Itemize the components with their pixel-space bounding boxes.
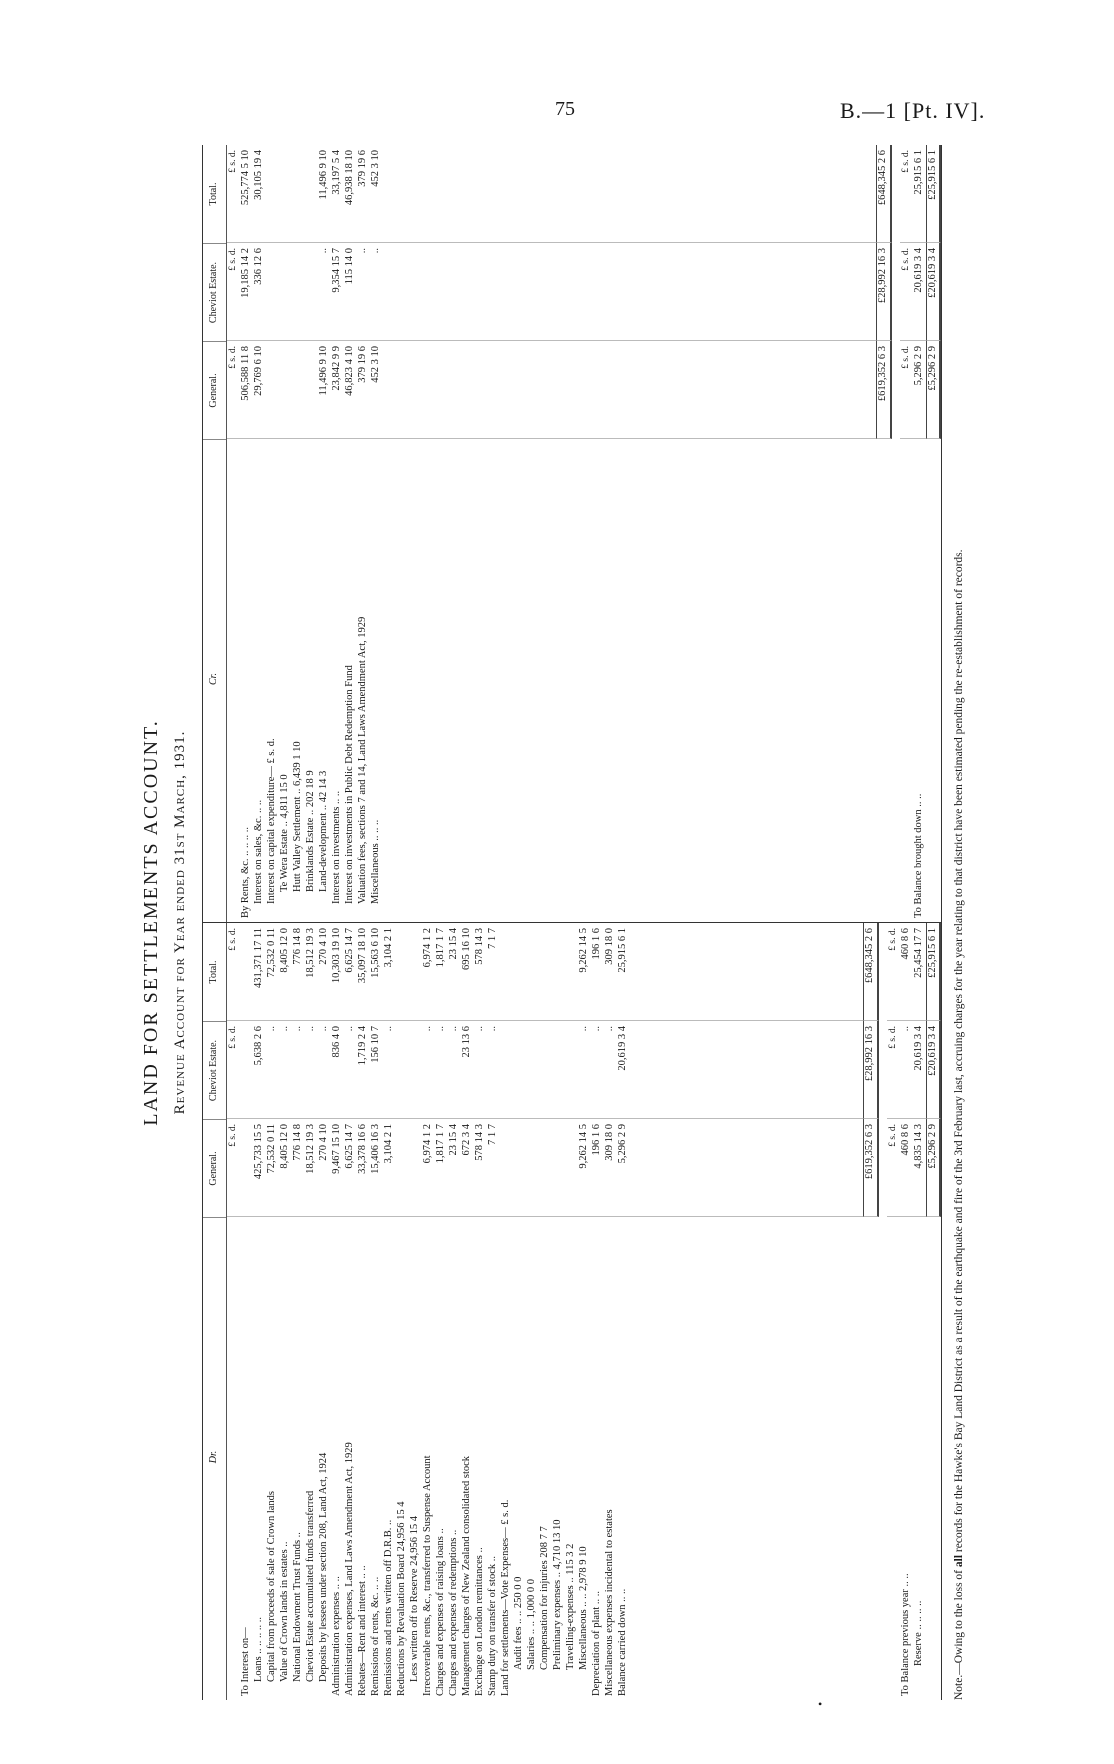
- general-amount: 46,823 4 10: [344, 341, 357, 439]
- general-amount: [565, 1119, 578, 1217]
- total-amount: 30,105 19 4: [253, 145, 266, 243]
- cheviot-amount: ..: [383, 1021, 396, 1119]
- general-amount: 452 3 10: [370, 341, 383, 439]
- cheviot-amount: ..: [357, 243, 370, 341]
- general-amount: 9,262 14 5: [578, 1119, 591, 1217]
- total-amount: 23 15 4: [448, 923, 461, 1021]
- general-amount: 5,296 2 9: [617, 1119, 630, 1217]
- ledger-row: [913, 145, 926, 922]
- row-description: [227, 1217, 240, 1700]
- general-amount: £619,352 6 3: [876, 341, 892, 439]
- cheviot-amount: ..: [448, 1021, 461, 1119]
- cheviot-amount: 9,354 15 7: [331, 243, 344, 341]
- general-amount: [552, 1119, 565, 1217]
- general-amount: 15,406 16 3: [370, 1119, 383, 1217]
- ledger-row: [552, 923, 565, 1700]
- total-amount: 1,817 1 7: [435, 923, 448, 1021]
- page-reference: B.—1 [Pt. IV].: [840, 98, 986, 123]
- ledger-row: [422, 923, 435, 1700]
- total-amount: 46,938 18 10: [344, 145, 357, 243]
- row-description: Administration expenses, Land Laws Amendment Act, 1929: [344, 1442, 355, 1696]
- row-description: Interest on investments .. ..: [331, 790, 342, 904]
- total-amount: 25,915 6 1: [617, 923, 630, 1021]
- ledger-row: [900, 145, 913, 922]
- print-mark: •: [818, 1697, 823, 1711]
- cheviot-amount: 19,185 14 2: [240, 243, 253, 341]
- row-description: [863, 1217, 879, 1700]
- credit-heading: Cr.: [203, 439, 226, 922]
- row-description: [926, 439, 942, 922]
- ledger-row: [448, 923, 461, 1700]
- total-amount: 3,104 2 1: [383, 923, 396, 1021]
- total-amount: [513, 923, 526, 1021]
- column-spacer: [630, 923, 863, 1700]
- general-amount: £ s. d.: [227, 1119, 240, 1217]
- row-description: Reserve .. .. .. ..: [912, 1600, 924, 1666]
- cheviot-amount: £28,992 16 3: [863, 1021, 879, 1119]
- total-amount: 431,371 17 11: [253, 923, 266, 1021]
- ledger-row: [409, 923, 422, 1700]
- total-amount: 25,915 6 1: [913, 145, 926, 243]
- cheviot-amount: [240, 1021, 253, 1119]
- cheviot-amount: ..: [344, 1021, 357, 1119]
- row-description: Reductions by Revaluation Board 24,956 15 4: [396, 1501, 407, 1696]
- row-gap: [879, 923, 887, 1700]
- revenue-account-ledger: [202, 145, 942, 1700]
- ledger-row: [513, 923, 526, 1700]
- row-description: Capital from proceeds of sale of Crown lands: [266, 1491, 277, 1682]
- row-description: Land-development .. 42 14 3: [318, 770, 329, 892]
- row-description: Charges and expenses of raising loans ..: [435, 1528, 446, 1696]
- row-description: Charges and expenses of redemptions ..: [448, 1529, 459, 1696]
- cheviot-amount: £ s. d.: [900, 243, 913, 341]
- row-description: [900, 439, 913, 922]
- document-subtitle: Revenue Account for Year ended 31st March, 1931.: [172, 730, 188, 1115]
- ledger-row: [461, 923, 474, 1700]
- total-amount: 11,496 9 10: [318, 145, 331, 243]
- row-description: Stamp duty on transfer of stock ..: [487, 1556, 498, 1696]
- ledger-row: [305, 923, 318, 1700]
- general-amount: £ s. d.: [887, 1119, 900, 1217]
- cheviot-amount: ..: [318, 1021, 331, 1119]
- total-amount: 10,303 19 10: [331, 923, 344, 1021]
- cheviot-amount: [305, 243, 318, 341]
- ledger-row: [253, 923, 266, 1700]
- general-amount: [240, 1119, 253, 1217]
- general-amount: [305, 341, 318, 439]
- ledger-row: [331, 923, 344, 1700]
- general-amount: 6,974 1 2: [422, 1119, 435, 1217]
- ledger-row: [279, 923, 292, 1700]
- total-amount: 6,625 14 7: [344, 923, 357, 1021]
- cheviot-amount: [526, 1021, 539, 1119]
- cheviot-amount: ..: [422, 1021, 435, 1119]
- cheviot-amount: 20,619 3 4: [913, 243, 926, 341]
- total-amount: 33,197 5 4: [331, 145, 344, 243]
- debit-column-headers: [203, 923, 227, 1700]
- cheviot-amount: 20,619 3 4: [617, 1021, 630, 1119]
- row-description: Interest on investments in Public Debt Redemption Fund: [344, 665, 355, 904]
- general-amount: 33,378 16 6: [357, 1119, 370, 1217]
- general-amount: 4,835 14 3: [913, 1119, 926, 1217]
- row-description: [887, 1217, 900, 1700]
- credit-rows: [227, 145, 941, 922]
- row-description: [227, 439, 240, 922]
- general-amount: 7 1 7: [487, 1119, 500, 1217]
- cheviot-amount: ..: [266, 1021, 279, 1119]
- row-description: Compensation for injuries 208 7 7: [539, 1526, 550, 1670]
- row-description: Salaries .. .. 1,000 0 0: [526, 1579, 537, 1670]
- ledger-row: [266, 923, 279, 1700]
- general-amount: [396, 1119, 409, 1217]
- total-amount: [240, 923, 253, 1021]
- ledger-row: [266, 145, 279, 922]
- cheviot-amount: [500, 1021, 513, 1119]
- total-amount: 7 1 7: [487, 923, 500, 1021]
- cheviot-amount: ..: [578, 1021, 591, 1119]
- total-amount: 8,405 12 0: [279, 923, 292, 1021]
- general-amount: 23,842 9 9: [331, 341, 344, 439]
- cheviot-amount: 1,719 2 4: [357, 1021, 370, 1119]
- ledger-row: [318, 145, 331, 922]
- total-amount: 25,454 17 7: [913, 923, 926, 1021]
- total-amount: 18,512 19 3: [305, 923, 318, 1021]
- total-amount: [500, 923, 513, 1021]
- row-description: Interest on sales, &c. .. ..: [253, 799, 264, 904]
- row-description: Travelling-expenses .. 115 3 2: [565, 1543, 576, 1670]
- ledger-row: [370, 923, 383, 1700]
- column-spacer: [383, 145, 876, 922]
- row-description: Remissions of rents, &c. .. ..: [370, 1576, 381, 1696]
- cheviot-column-header: Cheviot Estate.: [203, 243, 226, 341]
- ledger-row: [565, 923, 578, 1700]
- cheviot-amount: [409, 1021, 422, 1119]
- general-amount: 3,104 2 1: [383, 1119, 396, 1217]
- general-amount: £5,296 2 9: [926, 341, 942, 439]
- cheviot-amount: ..: [435, 1021, 448, 1119]
- ledger-row: [539, 923, 552, 1700]
- footnote-bold: all: [953, 1554, 965, 1568]
- row-description: Remissions and rents written off D.R.B. ..: [383, 1519, 394, 1696]
- total-amount: [409, 923, 422, 1021]
- ledger-row: [913, 923, 926, 1700]
- cheviot-amount: £20,619 3 4: [926, 1021, 942, 1119]
- total-amount: 379 19 6: [357, 145, 370, 243]
- row-gap: [892, 145, 900, 922]
- row-description: Valuation fees, sections 7 and 14, Land Laws Amendment Act, 1929: [357, 616, 368, 904]
- general-column-header: General.: [203, 1119, 226, 1217]
- ledger-row: [396, 923, 409, 1700]
- ledger-row: [370, 145, 383, 922]
- cheviot-amount: ..: [591, 1021, 604, 1119]
- total-amount: £25,915 6 1: [926, 145, 942, 243]
- ledger-row: [526, 923, 539, 1700]
- total-column-header: Total.: [208, 960, 220, 984]
- ledger-row: [357, 145, 370, 922]
- total-amount: £648,345 2 6: [876, 145, 892, 243]
- ledger-row: [344, 923, 357, 1700]
- units-row: [227, 145, 240, 922]
- grand-total-row: [876, 145, 892, 922]
- total-amount: 452 3 10: [370, 145, 383, 243]
- debit-heading: Dr.: [203, 1217, 226, 1700]
- cheviot-amount: £ s. d.: [887, 1021, 900, 1119]
- total-amount: [266, 145, 279, 243]
- cheviot-amount: [565, 1021, 578, 1119]
- cheviot-amount: ..: [370, 243, 383, 341]
- grand-total-row: [863, 923, 879, 1700]
- cheviot-amount: [292, 243, 305, 341]
- row-description: To Interest on—: [240, 1627, 251, 1696]
- total-amount: [552, 923, 565, 1021]
- row-description: Deposits by lessees under section 208, Land Act, 1924: [318, 1452, 329, 1682]
- general-amount: [500, 1119, 513, 1217]
- total-amount: 270 4 10: [318, 923, 331, 1021]
- ledger-row: [357, 923, 370, 1700]
- ledger-row: [305, 145, 318, 922]
- cheviot-amount: [513, 1021, 526, 1119]
- ledger-row: [435, 923, 448, 1700]
- cheviot-amount: ..: [474, 1021, 487, 1119]
- row-description: Audit fees .. .. 250 0 0: [513, 1576, 524, 1670]
- total-amount: £ s. d.: [227, 923, 240, 1021]
- general-amount: [526, 1119, 539, 1217]
- document-title: LAND FOR SETTLEMENTS ACCOUNT.: [140, 719, 162, 1126]
- row-description: Brinklands Estate .. 202 18 9: [305, 770, 316, 892]
- total-amount: 196 1 6: [591, 923, 604, 1021]
- ledger-row: [487, 923, 500, 1700]
- ledger-row: [900, 923, 913, 1700]
- row-description: Interest on capital expenditure— £ s. d.: [266, 738, 277, 904]
- total-amount: 578 14 3: [474, 923, 487, 1021]
- row-description: Less written off to Reserve 24,956 15 4: [409, 1515, 420, 1682]
- row-description: Exchange on London remittances ..: [474, 1547, 485, 1696]
- total-amount: 15,563 6 10: [370, 923, 383, 1021]
- ledger-row: [383, 923, 396, 1700]
- cheviot-column-header: Cheviot Estate.: [203, 1021, 226, 1119]
- general-amount: 29,769 6 10: [253, 341, 266, 439]
- general-amount: 506,588 11 8: [240, 341, 253, 439]
- cheviot-amount: [279, 243, 292, 341]
- row-description: Te Wera Estate .. 4,811 15 0: [279, 774, 290, 892]
- footnote-prefix: Note.—Owing to the loss of: [953, 1567, 965, 1700]
- total-column-header: Total.: [208, 182, 220, 206]
- debit-side: [203, 922, 941, 1700]
- general-amount: 23 15 4: [448, 1119, 461, 1217]
- row-description: National Endowment Trust Funds ..: [292, 1532, 303, 1682]
- cheviot-amount: ..: [292, 1021, 305, 1119]
- cheviot-amount: [552, 1021, 565, 1119]
- general-amount: [513, 1119, 526, 1217]
- cheviot-amount: ..: [487, 1021, 500, 1119]
- credit-side: [203, 145, 941, 922]
- debit-rows: [227, 923, 941, 1700]
- cheviot-amount: £28,992 16 3: [876, 243, 892, 341]
- ledger-row: [331, 145, 344, 922]
- cheviot-amount: 23 13 6: [461, 1021, 474, 1119]
- total-amount: [565, 923, 578, 1021]
- total-amount: 460 8 6: [900, 923, 913, 1021]
- row-description: Preliminary expenses .. 4,710 13 10: [552, 1519, 563, 1670]
- general-amount: £619,352 6 3: [863, 1119, 879, 1217]
- cheviot-amount: ..: [279, 1021, 292, 1119]
- general-amount: 18,512 19 3: [305, 1119, 318, 1217]
- balance-total-row: [926, 923, 942, 1700]
- total-amount: [305, 145, 318, 243]
- cheviot-amount: [539, 1021, 552, 1119]
- ledger-row: [591, 923, 604, 1700]
- general-amount: £ s. d.: [227, 341, 240, 439]
- ledger-row: [604, 923, 617, 1700]
- total-amount: [292, 145, 305, 243]
- row-description: Cheviot Estate accumulated funds transferred: [305, 1490, 316, 1682]
- ledger-row: [474, 923, 487, 1700]
- general-amount: 672 3 4: [461, 1119, 474, 1217]
- row-description: Management charges of New Zealand consolidated stock: [461, 1455, 472, 1696]
- ledger-row: [344, 145, 357, 922]
- cheviot-amount: 20,619 3 4: [913, 1021, 926, 1119]
- row-description: Land for settlements—Vote Expenses— £ s. d.: [500, 1499, 511, 1696]
- general-amount: 460 8 6: [900, 1119, 913, 1217]
- total-amount: 525,774 5 10: [240, 145, 253, 243]
- cheviot-amount: £20,619 3 4: [926, 243, 942, 341]
- general-amount: [539, 1119, 552, 1217]
- page-number: 75: [555, 98, 575, 120]
- general-amount: £ s. d.: [900, 341, 913, 439]
- general-amount: 425,733 15 5: [253, 1119, 266, 1217]
- row-description: Loans .. .. .. .. ..: [253, 1616, 264, 1682]
- ledger-row: [578, 923, 591, 1700]
- ledger-row: [292, 145, 305, 922]
- ledger-row: [500, 923, 513, 1700]
- row-description: Value of Crown lands in estates ..: [279, 1541, 290, 1682]
- total-amount: £25,915 6 1: [926, 923, 942, 1021]
- general-amount: [266, 341, 279, 439]
- general-amount: 776 14 8: [292, 1119, 305, 1217]
- units-row: [227, 923, 240, 1700]
- total-amount: 695 16 10: [461, 923, 474, 1021]
- row-description: Depreciation of plant .. ..: [591, 1591, 602, 1696]
- general-amount: 5,296 2 9: [913, 341, 926, 439]
- general-amount: [409, 1119, 422, 1217]
- total-amount: £ s. d.: [227, 145, 240, 243]
- cheviot-amount: 5,638 2 6: [253, 1021, 266, 1119]
- total-amount: £ s. d.: [887, 923, 900, 1021]
- general-amount: 309 18 0: [604, 1119, 617, 1217]
- general-amount: 270 4 10: [318, 1119, 331, 1217]
- cheviot-amount: ..: [900, 1021, 913, 1119]
- ledger-row: [240, 145, 253, 922]
- general-amount: [279, 341, 292, 439]
- general-column-header: General.: [203, 341, 226, 439]
- cheviot-amount: 336 12 6: [253, 243, 266, 341]
- row-description: Administration expenses .. ..: [331, 1576, 342, 1696]
- footnote-suffix: records for the Hawke's Bay Land District as a result of the earthquake and fire of the 3rd February last, accruing charges for the year relating to that district have been estimated pending the re-establishment of records.: [953, 549, 965, 1555]
- general-amount: 9,467 15 10: [331, 1119, 344, 1217]
- cheviot-amount: 156 10 7: [370, 1021, 383, 1119]
- ledger-row: [240, 923, 253, 1700]
- cheviot-amount: 115 14 0: [344, 243, 357, 341]
- cheviot-amount: ..: [305, 1021, 318, 1119]
- total-amount: 6,974 1 2: [422, 923, 435, 1021]
- general-amount: [292, 341, 305, 439]
- total-amount: 776 14 8: [292, 923, 305, 1021]
- cheviot-amount: [266, 243, 279, 341]
- footnote: [952, 145, 966, 1700]
- rotated-document: [140, 135, 1020, 1710]
- general-amount: 578 14 3: [474, 1119, 487, 1217]
- total-amount: £648,345 2 6: [863, 923, 879, 1021]
- general-amount: £5,296 2 9: [926, 1119, 942, 1217]
- row-description: Balance carried down .. ..: [617, 1588, 628, 1696]
- total-amount: 35,097 18 10: [357, 923, 370, 1021]
- total-amount: 72,532 0 11: [266, 923, 279, 1021]
- cheviot-amount: ..: [318, 243, 331, 341]
- ledger-row: [292, 923, 305, 1700]
- cheviot-amount: 836 4 0: [331, 1021, 344, 1119]
- ledger-row: [253, 145, 266, 922]
- general-amount: 1,817 1 7: [435, 1119, 448, 1217]
- balance-total-row: [926, 145, 942, 922]
- cheviot-amount: £ s. d.: [227, 243, 240, 341]
- total-amount: [396, 923, 409, 1021]
- ledger-row: [617, 923, 630, 1700]
- general-amount: 196 1 6: [591, 1119, 604, 1217]
- total-amount: £ s. d.: [900, 145, 913, 243]
- total-amount: [279, 145, 292, 243]
- ledger-row: [279, 145, 292, 922]
- total-amount: 309 18 0: [604, 923, 617, 1021]
- row-description: Irrecoverable rents, &c., transferred to Suspense Account: [422, 1455, 433, 1696]
- credit-column-headers: [203, 145, 227, 922]
- total-amount: 9,262 14 5: [578, 923, 591, 1021]
- row-description: By Rents, &c. .. .. .. ..: [240, 827, 251, 918]
- row-description: [926, 1217, 942, 1700]
- general-amount: 72,532 0 11: [266, 1119, 279, 1217]
- row-description: To Balance previous year .. ..: [899, 1573, 911, 1696]
- ledger-row: [318, 923, 331, 1700]
- cheviot-amount: [396, 1021, 409, 1119]
- cheviot-amount: £ s. d.: [227, 1021, 240, 1119]
- general-amount: 6,625 14 7: [344, 1119, 357, 1217]
- row-description: Miscellaneous expenses incidental to estates: [604, 1509, 615, 1696]
- row-description: Hutt Valley Settlement .. 6,439 1 10: [292, 741, 303, 892]
- row-description: Miscellaneous .. .. ..: [370, 819, 381, 904]
- row-description: Miscellaneous .. .. 2,978 9 10: [578, 1546, 589, 1670]
- general-amount: 8,405 12 0: [279, 1119, 292, 1217]
- total-amount: [539, 923, 552, 1021]
- general-amount: 11,496 9 10: [318, 341, 331, 439]
- cheviot-amount: ..: [604, 1021, 617, 1119]
- general-amount: 379 19 6: [357, 341, 370, 439]
- row-description: Rebates—Rent and interest .. ..: [357, 1565, 368, 1696]
- row-description: [876, 439, 892, 922]
- total-amount: [526, 923, 539, 1021]
- ledger-row: [887, 923, 900, 1700]
- row-description: To Balance brought down .. ..: [912, 793, 924, 918]
